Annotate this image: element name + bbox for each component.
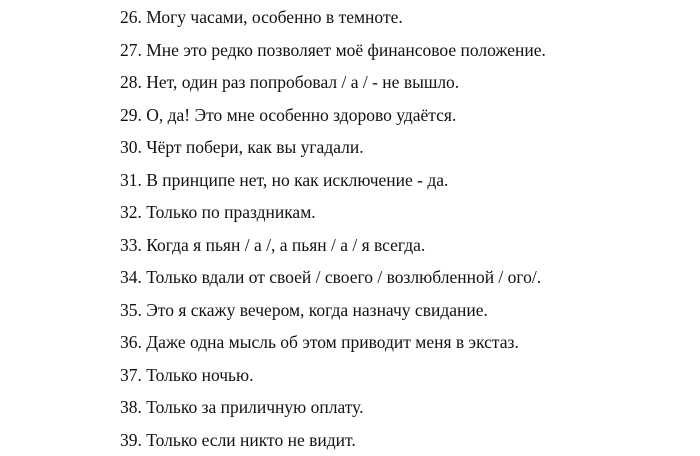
- item-text: Нет, один раз попробовал / а / - не вышло.: [146, 72, 459, 92]
- item-text: Только за приличную оплату.: [146, 397, 363, 417]
- item-text: Чёрт побери, как вы угадали.: [146, 137, 363, 157]
- item-number: 33.: [120, 235, 142, 255]
- item-text: Когда я пьян / а /, а пьян / а / я всегда.: [146, 235, 425, 255]
- item-number: 36.: [120, 332, 142, 352]
- list-item: [120, 131, 690, 164]
- item-number: 26.: [120, 7, 142, 27]
- list-item: [120, 66, 690, 99]
- item-text: В принципе нет, но как исключение - да.: [146, 170, 448, 190]
- list-item: [120, 359, 690, 392]
- item-number: 34.: [120, 267, 142, 287]
- item-text: Только ночью.: [146, 365, 253, 385]
- item-text: Только по праздникам.: [146, 202, 315, 222]
- item-number: 30.: [120, 137, 142, 157]
- list-item: [120, 294, 690, 327]
- answer-list: [120, 1, 690, 456]
- item-text: О, да! Это мне особенно здорово удаётся.: [146, 105, 456, 125]
- item-number: 38.: [120, 397, 142, 417]
- item-number: 31.: [120, 170, 142, 190]
- list-item: [120, 34, 690, 67]
- list-item: [120, 229, 690, 262]
- item-text: Только вдали от своей / своего / возлюбленной / ого/.: [146, 267, 541, 287]
- item-text: Даже одна мысль об этом приводит меня в экстаз.: [146, 332, 519, 352]
- item-text: Только если никто не видит.: [146, 430, 355, 450]
- item-text: Это я скажу вечером, когда назначу свидание.: [146, 300, 488, 320]
- item-number: 35.: [120, 300, 142, 320]
- item-number: 37.: [120, 365, 142, 385]
- list-item: [120, 164, 690, 197]
- item-number: 39.: [120, 430, 142, 450]
- item-number: 27.: [120, 40, 142, 60]
- item-number: 32.: [120, 202, 142, 222]
- list-item: [120, 391, 690, 424]
- item-text: Могу часами, особенно в темноте.: [146, 7, 402, 27]
- item-text: Мне это редко позволяет моё финансовое положение.: [146, 40, 546, 60]
- list-item: [120, 326, 690, 359]
- list-item: [120, 99, 690, 132]
- item-number: 28.: [120, 72, 142, 92]
- list-item: [120, 261, 690, 294]
- item-number: 29.: [120, 105, 142, 125]
- list-item: [120, 1, 690, 34]
- list-item: [120, 196, 690, 229]
- list-item: [120, 424, 690, 456]
